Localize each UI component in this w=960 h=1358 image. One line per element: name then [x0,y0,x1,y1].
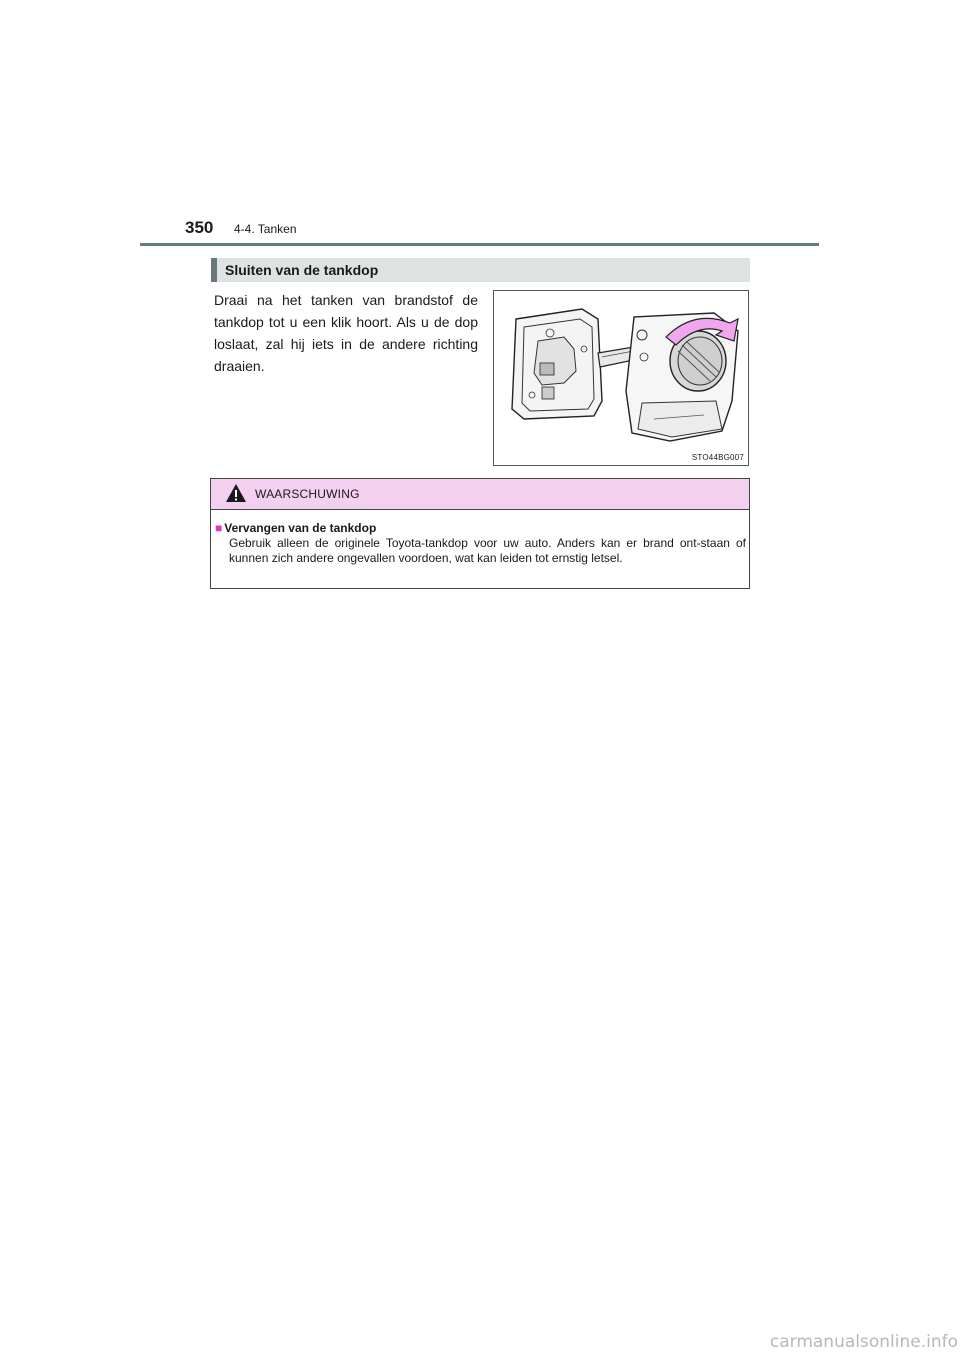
watermark: carmanualsonline.info [769,1332,958,1352]
warning-item-text: Gebruik alleen de originele Toyota-tankdop voor uw auto. Anders kan er brand ont-staan of kunnen zich andere ongevallen voordoen, wat kan leiden tot ernstig letsel. [229,536,746,565]
warning-header [211,479,749,510]
fuel-door-drawing [494,291,749,466]
warning-item-heading [215,521,376,535]
instruction-text: Draai na het tanken van brandstof de tankdop tot u een klik hoort. Als u de dop loslaat, zal hij iets in de andere richting draaien. [214,292,478,374]
section-label: 4-4. Tanken [234,222,297,236]
page-number: 350 [185,218,214,237]
title-accent [211,258,217,282]
warning-box [210,478,750,589]
figure-code: STO44BG007 [691,453,744,462]
section-title-bar [211,258,750,282]
warning-triangle-icon [225,483,247,503]
section-title: Sluiten van de tankdop [225,262,379,278]
square-bullet-icon: ■ [215,521,223,535]
header-rule [140,243,819,246]
warning-title: WAARSCHUWING [255,487,360,501]
fuel-cap-illustration [493,290,749,466]
warning-item-title: Vervangen van de tankdop [224,521,377,535]
